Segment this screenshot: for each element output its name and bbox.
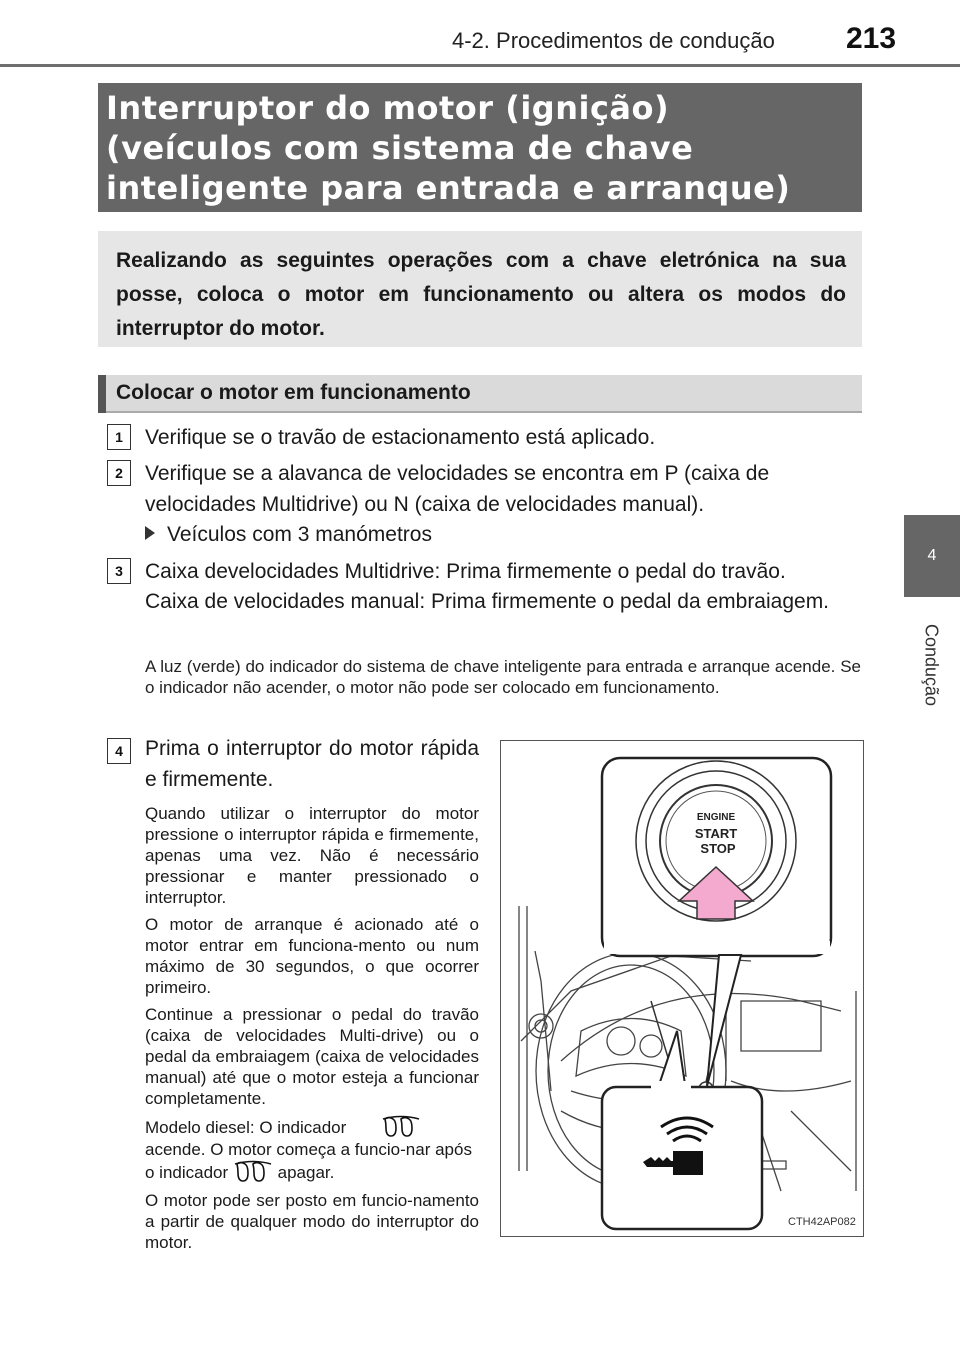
chapter-tab-label — [905, 610, 957, 720]
button-label-start: START — [694, 826, 738, 841]
step-number-4: 4 — [107, 738, 131, 764]
section-header: 4-2. Procedimentos de condução — [452, 28, 775, 53]
step-4-para-4-c: apagar. — [277, 1163, 335, 1182]
step-3-note: A luz (verde) do indicador do sistema de chave inteligente para entrada e arranque acende. Se o indicador não acender, o motor não pode ser colocado em funcionamento. — [145, 657, 861, 697]
step-1-text: Verifique se o travão de estacionamento está aplicado. — [145, 426, 656, 449]
figure-code: CTH42AP082 — [788, 1216, 856, 1228]
engine-switch-illustration — [500, 740, 864, 1237]
step-4-para-3: Continue a pressionar o pedal do travão (caixa de velocidades Multi-drive) ou o pedal da embraiagem (caixa de velocidades manual) até que o motor esteja a funcionar completamente. — [145, 1005, 479, 1108]
step-4-para-5: O motor pode ser posto em funcio-namento a partir de qualquer modo do interruptor do motor. — [145, 1191, 479, 1252]
step-4-para-1: Quando utilizar o interruptor do motor pressione o interruptor rápida e firmemente, apenas uma vez. Não é necessário pressionar e manter pressionado o interruptor. — [145, 804, 479, 907]
intro-text: Realizando as seguintes operações com a chave eletrónica na sua posse, coloca o motor em funcionamento ou altera os modos do interruptor do motor. — [116, 249, 846, 340]
bullet-triangle-icon — [145, 526, 155, 540]
step-number-3: 3 — [107, 558, 131, 584]
step-4-text: Prima o interruptor do motor rápida e firmemente. — [145, 737, 479, 791]
illustration-svg — [501, 741, 863, 1236]
bullet-item — [145, 519, 432, 550]
step-4-para-4-b: acende. O motor começa a funcio-nar após o indicador — [145, 1140, 472, 1182]
step-4-details — [145, 803, 479, 1259]
button-label-engine: ENGINE — [696, 812, 736, 823]
step-4-para-4 — [145, 1115, 479, 1184]
step-3-text-b: Caixa de velocidades manual: Prima firmemente o pedal da embraiagem. — [145, 590, 830, 613]
bullet-text: Veículos com 3 manómetros — [167, 523, 432, 546]
subsection-bar — [98, 375, 106, 413]
step-2-text: Verifique se a alavanca de velocidades se encontra em P (caixa de velocidades Multidrive) ou N (caixa de velocidades manual). — [145, 462, 770, 516]
step-3-text-a: Caixa develocidades Multidrive: Prima firmemente o pedal do travão. — [145, 560, 786, 583]
subsection-title: Colocar o motor em funcionamento — [116, 381, 471, 404]
glow-plug-icon — [381, 1115, 421, 1139]
step-number-1: 1 — [107, 424, 131, 450]
step-4-para-4-a: Modelo diesel: O indicador — [145, 1118, 347, 1137]
chapter-tab: 4 — [904, 515, 960, 597]
page-title: Interruptor do motor (ignição) (veículos com sistema de chave inteligente para entrada e arranque) — [106, 89, 791, 207]
chapter-tab-label-text: Condução — [921, 623, 942, 707]
step-number-2: 2 — [107, 460, 131, 486]
page-number: 213 — [846, 22, 897, 55]
step-4-para-2: O motor de arranque é acionado até o motor entrar em funciona-mento ou num máximo de 30 segundos, o que ocorrer primeiro. — [145, 915, 479, 997]
button-label-stop: STOP — [700, 841, 736, 856]
header-rule — [0, 64, 960, 67]
glow-plug-icon-2 — [233, 1160, 273, 1184]
